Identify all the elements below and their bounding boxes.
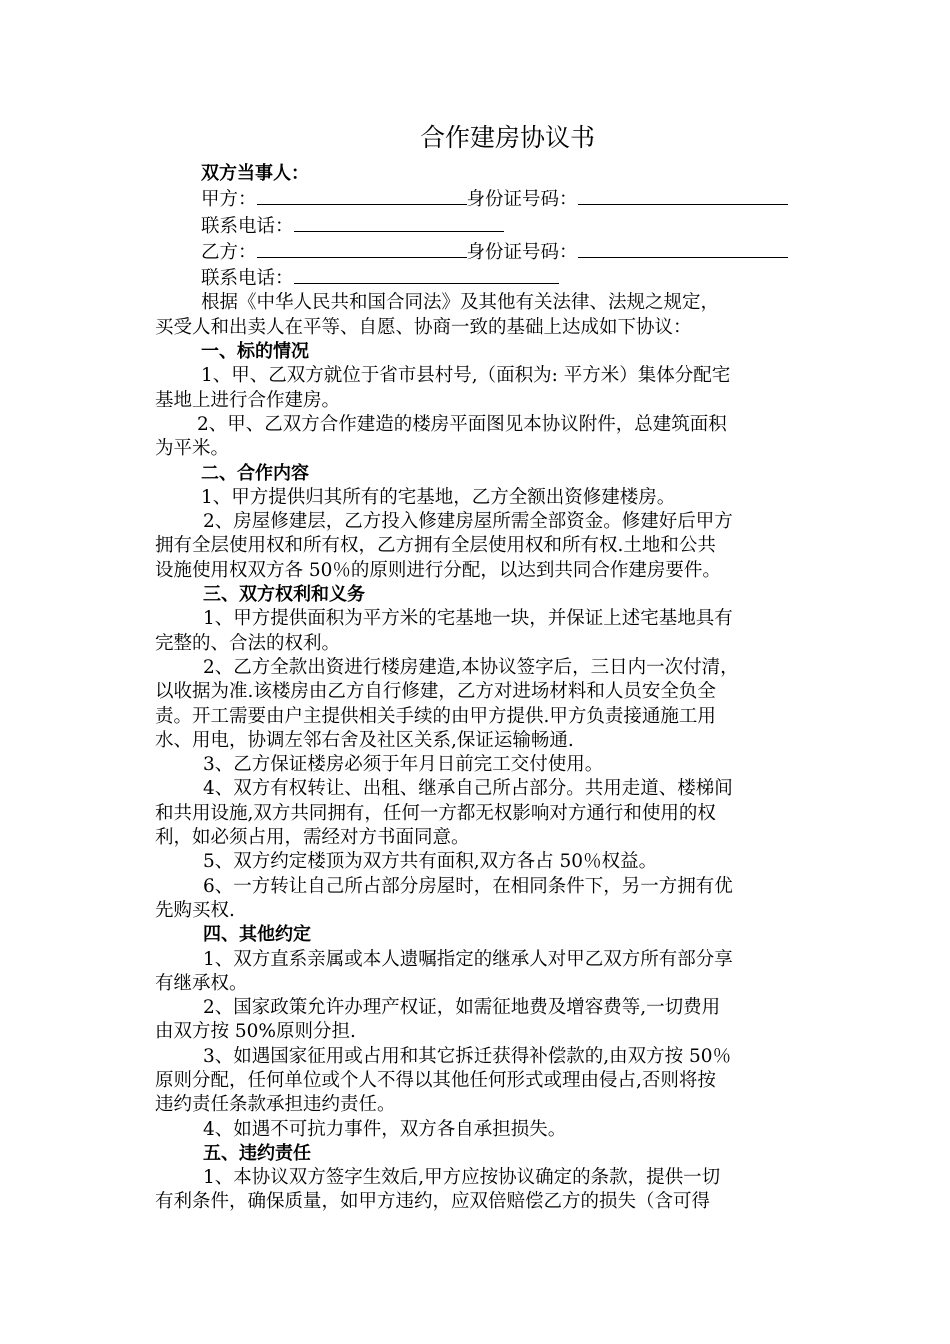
section-4-line: 2、国家政策允许办理产权证，如需征地费及增容费等,一切费用 (203, 997, 721, 1019)
party-b-phone-line (155, 265, 850, 291)
section-3-line: 3、乙方保证楼房必须于年月日前完工交付使用。 (203, 754, 604, 776)
section-1-line: 基地上进行合作建房。 (155, 389, 341, 411)
section-3-heading: 三、双方权利和义务 (203, 584, 365, 606)
section-4-line: 由双方按 50%原则分担. (155, 1021, 356, 1043)
section-2-line: 1、甲方提供归其所有的宅基地，乙方全额出资修建楼房。 (201, 486, 676, 508)
section-4-line: 原则分配，任何单位或个人不得以其他任何形式或理由侵占,否则将按 (155, 1069, 716, 1091)
section-3-line: 5、双方约定楼顶为双方共有面积,双方各占 50％权益。 (203, 851, 658, 873)
section-3-line: 利，如必须占用，需经对方书面同意。 (155, 827, 470, 849)
party-a-label: 甲方： (201, 189, 257, 211)
party-a-phone-label: 联系电话： (201, 215, 294, 237)
party-a-id-label: 身份证号码： (466, 189, 578, 211)
party-b-label: 乙方： (201, 241, 257, 263)
party-b-id-field[interactable] (578, 239, 788, 258)
party-a-line (155, 186, 850, 212)
section-4-line: 1、双方直系亲属或本人遗嘱指定的继承人对甲乙双方所有部分享 (203, 948, 733, 970)
section-3-line: 责。开工需要由户主提供相关手续的由甲方提供.甲方负责接通施工用 (155, 705, 716, 727)
section-1-heading: 一、标的情况 (201, 341, 309, 363)
section-2-line: 2、房屋修建层，乙方投入修建房屋所需全部资金。修建好后甲方 (203, 511, 733, 533)
section-3-line: 水、用电，协调左邻右舍及社区关系,保证运输畅通. (155, 729, 574, 751)
parties-heading: 双方当事人： (201, 163, 309, 184)
section-3-line: 以收据为准.该楼房由乙方自行修建，乙方对进场材料和人员安全负全 (155, 681, 716, 703)
section-5-line: 有利条件，确保质量，如甲方违约，应双倍赔偿乙方的损失（含可得 (155, 1191, 711, 1213)
section-5-heading: 五、违约责任 (203, 1142, 311, 1164)
section-4-line: 有继承权。 (155, 972, 248, 994)
section-3-line: 4、双方有权转让、出租、继承自己所占部分。共用走道、楼梯间 (203, 778, 733, 800)
section-1-line: 1、甲、乙双方就位于省市县村号,（面积为: 平方米）集体分配宅 (201, 365, 731, 387)
section-1-line: 2、甲、乙双方合作建造的楼房平面图见本协议附件，总建筑面积 (197, 413, 727, 435)
section-5-line: 1、本协议双方签字生效后,甲方应按协议确定的条款，提供一切 (203, 1167, 721, 1189)
party-a-id-field[interactable] (578, 186, 788, 205)
section-2-line: 设施使用权双方各 50％的原则进行分配，以达到共同合作建房要件。 (155, 559, 721, 581)
document-title: 合作建房协议书 (419, 123, 595, 152)
party-b-phone-field[interactable] (294, 265, 559, 284)
party-a-phone-line (155, 213, 850, 239)
section-3-line: 完整的、合法的权利。 (155, 632, 341, 654)
section-4-line: 3、如遇国家征用或占用和其它拆迁获得补偿款的,由双方按 50％ (203, 1045, 732, 1067)
section-2-heading: 二、合作内容 (201, 462, 309, 484)
section-3-line: 和共用设施,双方共同拥有，任何一方都无权影响对方通行和使用的权 (155, 802, 716, 824)
party-b-line (155, 239, 850, 265)
document-page (155, 118, 850, 1215)
section-3-line: 6、一方转让自己所占部分房屋时，在相同条件下，另一方拥有优 (203, 875, 733, 897)
intro-line-2: 买受人和出卖人在平等、自愿、协商一致的基础上达成如下协议： (155, 316, 692, 338)
section-1-line: 为平米。 (155, 438, 230, 460)
section-2-line: 拥有全层使用权和所有权，乙方拥有全层使用权和所有权.土地和公共 (155, 535, 716, 557)
party-b-name-field[interactable] (257, 239, 467, 258)
section-3-line: 2、乙方全款出资进行楼房建造,本协议签字后，三日内一次付清， (203, 656, 739, 678)
section-3-line: 1、甲方提供面积为平方米的宅基地一块，并保证上述宅基地具有 (203, 608, 733, 630)
party-a-name-field[interactable] (257, 186, 467, 205)
party-b-id-label: 身份证号码： (466, 241, 578, 263)
section-3-line: 先购买权. (155, 899, 235, 921)
section-4-line: 违约责任条款承担违约责任。 (155, 1094, 396, 1116)
party-b-phone-label: 联系电话： (201, 268, 294, 290)
intro-line-1: 根据《中华人民共和国合同法》及其他有关法律、法规之规定， (201, 292, 720, 314)
section-4-line: 4、如遇不可抗力事件，双方各自承担损失。 (203, 1118, 567, 1140)
party-a-phone-field[interactable] (294, 213, 504, 232)
section-4-heading: 四、其他约定 (203, 924, 311, 946)
